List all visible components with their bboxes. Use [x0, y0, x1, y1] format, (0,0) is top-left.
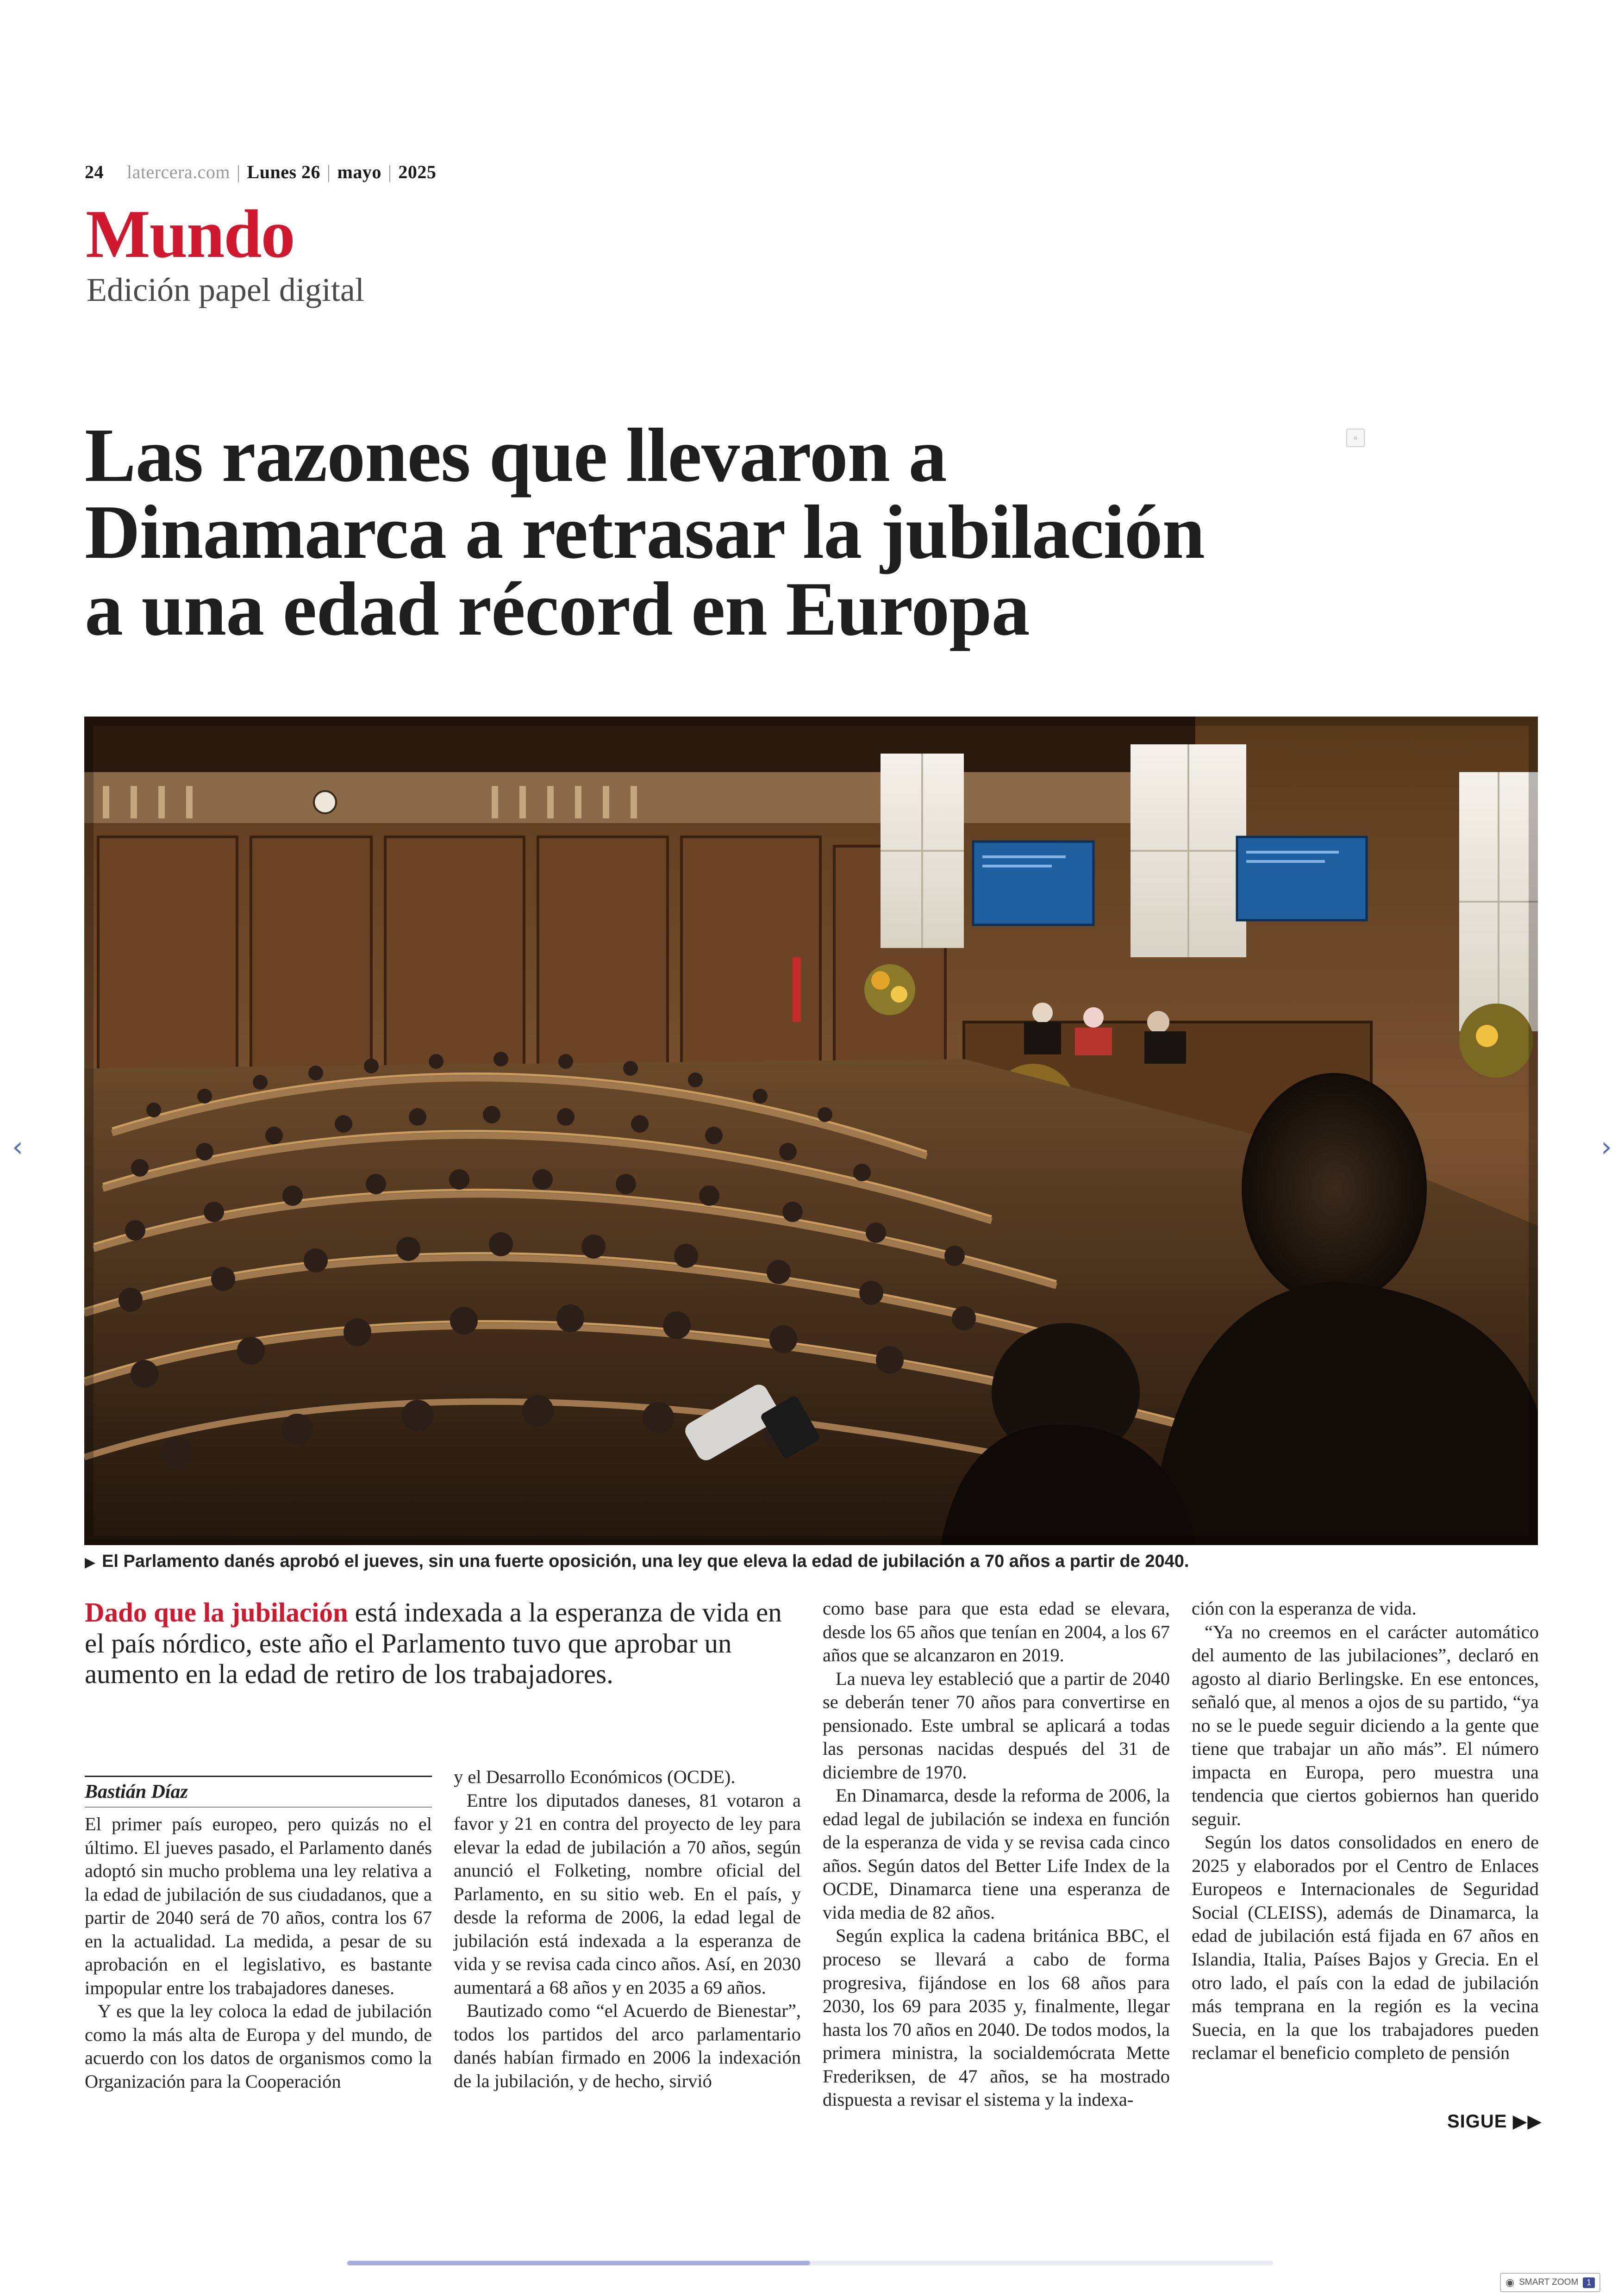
headline-line: Las razones que llevaron a — [85, 412, 947, 498]
annotation-marker-icon[interactable]: ▫ — [1346, 429, 1365, 447]
body-paragraph: Según explica la cadena británica BBC, el proceso se llevará a cabo de forma progresiva, fijándose en los 68 años para 2030, los 69 para 2035 y, finalmente, llegar hasta los 70 años en 2040. De todos modos, la primera ministra, la socialdemócrata Mette Frederiksen, de 47 años, se ha mostrado dispuesta a revisar el sistema y la indexa- — [823, 1925, 1170, 2110]
body-column-3 — [823, 1597, 1170, 2112]
byline: Bastián Díaz — [85, 1776, 432, 1808]
smart-zoom-button[interactable] — [1500, 2273, 1600, 2292]
article-lead — [85, 1597, 784, 1690]
smart-zoom-label: SMART ZOOM — [1519, 2277, 1579, 2287]
folio-separator: | — [237, 162, 241, 182]
lead-kicker: Dado que la jubilación — [85, 1597, 348, 1628]
body-paragraph: “Ya no creemos en el carácter automático del aumento de las jubilaciones”, declaró en agosto al diario Berlingske. En ese entonces, señaló que, al menos a ojos de su partido, “ya no se le puede seguir diciendo a la gente que tiene que trabajar un año más”. El número impacta en Europa, pero muestra una tendencia que ciertos gobiernos han querido seguir. — [1192, 1621, 1539, 1829]
continue-link[interactable]: SIGUE ▶▶ — [1447, 2111, 1543, 2132]
body-paragraph: Y es que la ley coloca la edad de jubilación como la más alta de Europa y del mundo, de acuerdo con los datos de organismos como la Organización para la Cooperación — [85, 2001, 432, 2092]
folio-separator: | — [387, 162, 392, 182]
lead-text: está indexada a la esperanza de vida en el país nórdico, este año el Parlamento tuvo que aprobar un aumento en la edad de retiro de los trabajadores. — [85, 1597, 782, 1690]
page-indicator: 1 — [1583, 2277, 1595, 2288]
body-paragraph: ción con la esperanza de vida. — [1192, 1598, 1417, 1619]
body-paragraph: El primer país europeo, pero quizás no el último. El jueves pasado, el Parlamento danés adoptó sin mucho problema una ley relativa a la edad de jubilación de sus ciudadanos, que a partir de 2040 será de 70 años, contra los 67 en la actualidad. La medida, a pesar de su aprobación en el legislativo, es bastante impopular entre los trabajadores daneses. — [85, 1814, 432, 1998]
body-paragraph: y el Desarrollo Económicos (OCDE). — [454, 1766, 736, 1787]
body-column-2 — [454, 1765, 801, 2093]
eye-icon: ◉ — [1505, 2276, 1515, 2288]
folio-separator: | — [327, 162, 331, 182]
section-title: Mundo — [86, 196, 294, 272]
page-number: 24 — [85, 162, 104, 182]
headline-line: a una edad récord en Europa — [85, 566, 1030, 651]
date-year: 2025 — [398, 162, 437, 182]
chevron-left-icon[interactable]: ‹ — [12, 1131, 23, 1163]
headline-line: Dinamarca a retrasar la jubilación — [85, 489, 1205, 574]
body-paragraph: Entre los diputados daneses, 81 votaron a favor y 21 en contra del proyecto de ley para elevar la edad de jubilación a 70 años, según anunció el Folketing, nombre oficial del Parlamento, en su sitio web. En el país, y desde la reforma de 2006, la edad legal de jubilación está indexada a la esperanza de vida y se revisa cada cinco años. Así, en 2030 aumentará a 68 años y en 2035 a 69 años. — [454, 1790, 801, 1998]
page-progress-bar[interactable] — [347, 2261, 1273, 2265]
parliament-photo — [84, 717, 1538, 1545]
body-paragraph: En Dinamarca, desde la reforma de 2006, la edad legal de jubilación se indexa en función de la esperanza de vida y se revisa cada cinco años. Según datos del Better Life Index de la OCDE, Dinamarca tiene una esperanza de vida media de 82 años. — [823, 1785, 1170, 1923]
body-paragraph: como base para que esta edad se elevara, desde los 65 años que tenían en 2004, a los 67 años que se alcanzaron en 2019. — [823, 1598, 1170, 1666]
folio-line — [85, 161, 436, 183]
date-day: Lunes 26 — [247, 162, 321, 182]
body-column-1 — [85, 1813, 432, 2093]
site-name: latercera.com — [127, 162, 231, 182]
body-paragraph: Según los datos consolidados en enero de 2025 y elaborados por el Centro de Enlaces Europeos e Internacionales de Seguridad Social (CLEISS), además de Dinamarca, la edad de jubilación está fijada en 67 años en Islandia, Italia, Países Bajos y Grecia. En el otro lado, el país con la edad de jubilación más temprana en la región es la vecina Suecia, en la que los trabajadores pueden reclamar el beneficio completo de pensión — [1192, 1832, 1539, 2064]
body-paragraph: Bautizado como “el Acuerdo de Bienestar”, todos los partidos del arco parlamentario danés habían firmado en 2006 la indexación de la jubilación, y de hecho, sirvió — [454, 2000, 801, 2091]
article-headline — [85, 412, 1381, 651]
body-column-4 — [1192, 1597, 1539, 2065]
date-month: mayo — [337, 162, 381, 182]
body-paragraph: La nueva ley estableció que a partir de 2040 se deberán tener 70 años para convertirse en pensionado. Este umbral se aplicará a todas las personas nacidas después del 31 de diciembre de 1970. — [823, 1668, 1170, 1783]
chevron-right-icon[interactable]: › — [1601, 1131, 1612, 1163]
section-subtitle: Edición papel digital — [87, 271, 364, 308]
page-progress-fill — [347, 2261, 810, 2265]
photo-caption — [85, 1552, 1538, 1572]
caption-triangle-icon: ▶ — [85, 1555, 96, 1570]
caption-text: El Parlamento danés aprobó el jueves, sin una fuerte oposición, una ley que eleva la edad de jubilación a 70 años a partir de 2040. — [102, 1552, 1189, 1571]
